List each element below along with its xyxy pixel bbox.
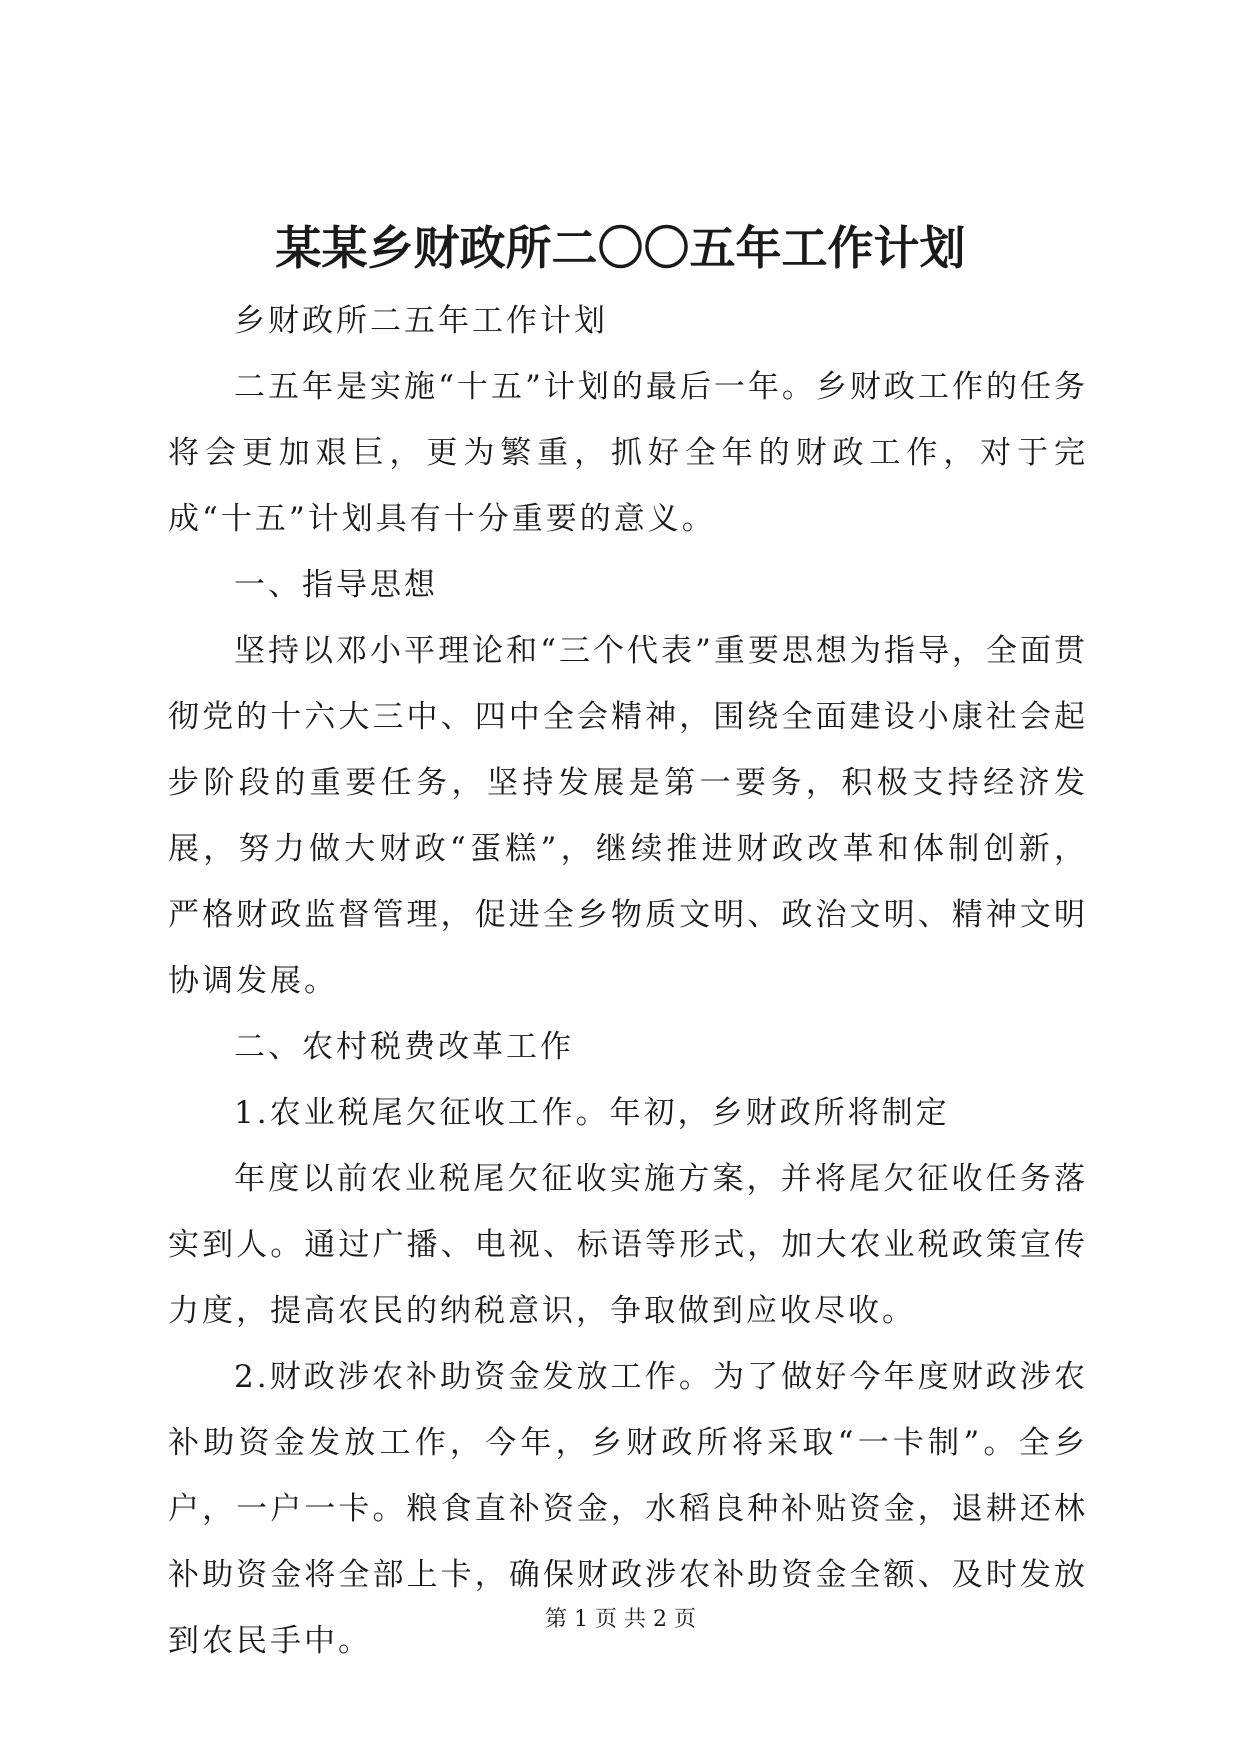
paragraph-guiding-ideology: 坚持以邓小平理论和“三个代表”重要思想为指导，全面贯彻党的十六大三中、四中全会精神，围绕全面建设小康社会起步阶段的重要任务，坚持发展是第一要务，积极支持经济发展，努力做大财政“蛋糕”，继续推进财政改革和体制创新，严格财政监督管理，促进全乡物质文明、政治文明、精神文明协调发展。 [168,633,1088,999]
paragraph-item-1-heading: 1.农业税尾欠征收工作。年初，乡财政所将制定 [234,1095,950,1131]
page-number-footer: 第 1 页 共 2 页 [545,1607,696,1632]
paragraph-subtitle: 乡财政所二五年工作计划 [234,303,608,339]
paragraph-item-2: 2.财政涉农补助资金发放工作。为了做好今年度财政涉农补助资金发放工作，今年，乡财政所将采取“一卡制”。全乡户，一户一卡。粮食直补资金，水稻良种补贴资金，退耕还林补助资金将全部上卡，确保财政涉农补助资金全额、及时发放到农民手中。 [168,1359,1088,1659]
section-heading-tax-reform: 二、农村税费改革工作 [234,1029,574,1065]
document-body [168,288,1088,1674]
document-title: 某某乡财政所二〇〇五年工作计划 [275,221,966,275]
paragraph-item-1-body: 年度以前农业税尾欠征收实施方案，并将尾欠征收任务落实到人。通过广播、电视、标语等形式，加大农业税政策宣传力度，提高农民的纳税意识，争取做到应收尽收。 [168,1161,1088,1329]
section-heading-guiding-ideology: 一、指导思想 [234,567,438,603]
paragraph-intro: 二五年是实施“十五”计划的最后一年。乡财政工作的任务将会更加艰巨，更为繁重，抓好全年的财政工作，对于完成“十五”计划具有十分重要的意义。 [168,369,1088,537]
